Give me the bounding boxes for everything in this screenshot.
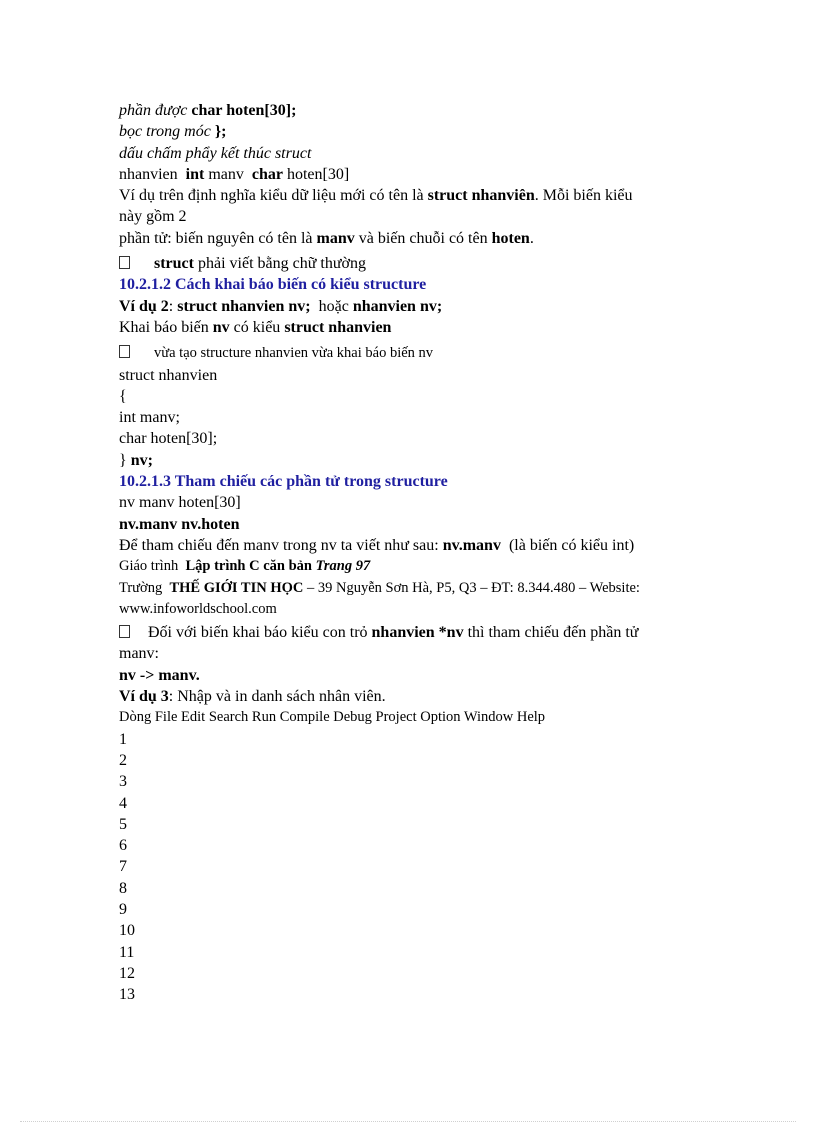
line-number: 7	[119, 858, 127, 876]
page-number: Trang 97	[315, 558, 371, 575]
bullet-line	[119, 253, 719, 274]
keyword: nhanvien *nv	[371, 624, 464, 642]
line-number: 12	[119, 964, 135, 982]
word: Để tham chiếu đến manv trong nv ta viết như sau:	[119, 536, 439, 554]
line-number: 8	[119, 879, 127, 897]
word: vừa tạo structure nhanvien vừa khai báo biến nv	[154, 345, 434, 362]
menu-line: Dòng File Edit Search Run Compile Debug Project Option Window Help	[119, 709, 546, 726]
word: và biến chuỗi có tên	[358, 229, 488, 247]
word: manv	[208, 165, 244, 183]
line-number: 4	[119, 794, 127, 812]
keyword: char	[251, 165, 283, 183]
word: hoten[30]	[286, 165, 350, 183]
code-line: struct nhanvien	[119, 366, 218, 384]
text-line	[119, 164, 719, 185]
word: Ví dụ trên định nghĩa kiểu dữ liệu mới có tên là	[119, 187, 424, 205]
book-title: Lập trình C căn bản	[185, 558, 312, 575]
line-number: 3	[119, 773, 127, 791]
line-number: 5	[119, 815, 127, 833]
word: Giáo trình	[119, 558, 179, 575]
word: phải viết bằng chữ thường	[197, 255, 366, 273]
code-text: char hoten[30];	[191, 102, 297, 119]
word: }	[119, 451, 127, 469]
line-number: 6	[119, 837, 127, 855]
line-number: 13	[119, 986, 135, 1004]
footer-line	[119, 578, 719, 599]
word: (là biến có kiểu int)	[508, 536, 635, 554]
code-line: {	[119, 387, 127, 405]
text-line	[119, 317, 719, 338]
document-page	[119, 100, 719, 1005]
text-line: nv.manv nv.hoten	[119, 515, 240, 533]
keyword: nv.manv	[442, 536, 501, 554]
text-line: manv:	[119, 645, 159, 663]
word: phần tử: biến nguyên có tên là	[119, 229, 313, 247]
code-text: };	[214, 123, 227, 141]
text-line	[119, 535, 719, 556]
keyword: nv;	[130, 451, 153, 469]
line-number: 10	[119, 922, 135, 940]
code-line: char hoten[30];	[119, 430, 218, 448]
text-line	[119, 686, 719, 707]
text-line: nv manv hoten[30]	[119, 494, 241, 512]
text-line	[119, 185, 719, 206]
bullet-box-icon	[119, 256, 130, 269]
bullet-line	[119, 622, 719, 643]
word: Khai báo biến	[119, 318, 209, 336]
note-line: dấu chấm phẩy kết thúc struct	[119, 144, 312, 162]
word: – 39 Nguyễn Sơn Hà, P5, Q3 – ĐT: 8.344.480 – Website:	[306, 579, 640, 596]
word: thì tham chiếu đến phần tử	[467, 624, 639, 642]
line-number: 9	[119, 900, 127, 918]
keyword: nhanvien nv;	[352, 297, 443, 315]
keyword: int	[185, 165, 205, 183]
text-line	[119, 228, 719, 249]
word: :	[168, 297, 174, 315]
note-text: phần được	[119, 102, 188, 119]
keyword: struct nhanvien	[284, 318, 392, 336]
bullet-box-icon	[119, 345, 130, 358]
keyword: Ví dụ 3	[119, 688, 169, 706]
keyword: manv	[316, 229, 355, 247]
word: .	[529, 229, 534, 247]
word: có kiểu	[233, 318, 281, 336]
keyword: struct nhanvien nv;	[177, 297, 311, 315]
section-heading: 10.2.1.3 Tham chiếu các phần tử trong structure	[119, 473, 448, 491]
bullet-line	[119, 342, 719, 364]
line-number: 2	[119, 751, 127, 769]
code-line: int manv;	[119, 409, 180, 427]
word: hoặc	[318, 297, 349, 315]
text-line	[119, 100, 719, 121]
keyword: struct	[154, 255, 194, 273]
word: nhanvien	[119, 165, 178, 183]
line-number-list	[119, 729, 719, 1006]
section-heading: 10.2.1.2 Cách khai báo biến có kiểu structure	[119, 276, 427, 294]
bullet-box-icon	[119, 625, 130, 638]
footer-line	[119, 556, 719, 577]
page-bottom-divider	[20, 1121, 796, 1122]
text-line	[119, 296, 719, 317]
text-line: này gồm 2	[119, 208, 187, 226]
text-line	[119, 121, 719, 142]
keyword: hoten	[491, 229, 530, 247]
word: : Nhập và in danh sách nhân viên.	[168, 688, 386, 706]
note-text: bọc trong móc	[119, 123, 211, 141]
keyword: Ví dụ 2	[119, 297, 169, 315]
line-number: 11	[119, 943, 135, 961]
word: Trường	[119, 579, 163, 596]
word: Đối với biến khai báo kiểu con trỏ	[148, 624, 368, 642]
website-link[interactable]: www.infoworldschool.com	[119, 600, 277, 617]
text-line: nv -> manv.	[119, 666, 200, 684]
school-name: THẾ GIỚI TIN HỌC	[169, 579, 304, 596]
keyword: struct nhanviên	[427, 187, 535, 205]
word: . Mỗi biến kiểu	[534, 187, 633, 205]
line-number: 1	[119, 730, 127, 748]
code-line	[119, 450, 719, 471]
keyword: nv	[212, 318, 230, 336]
